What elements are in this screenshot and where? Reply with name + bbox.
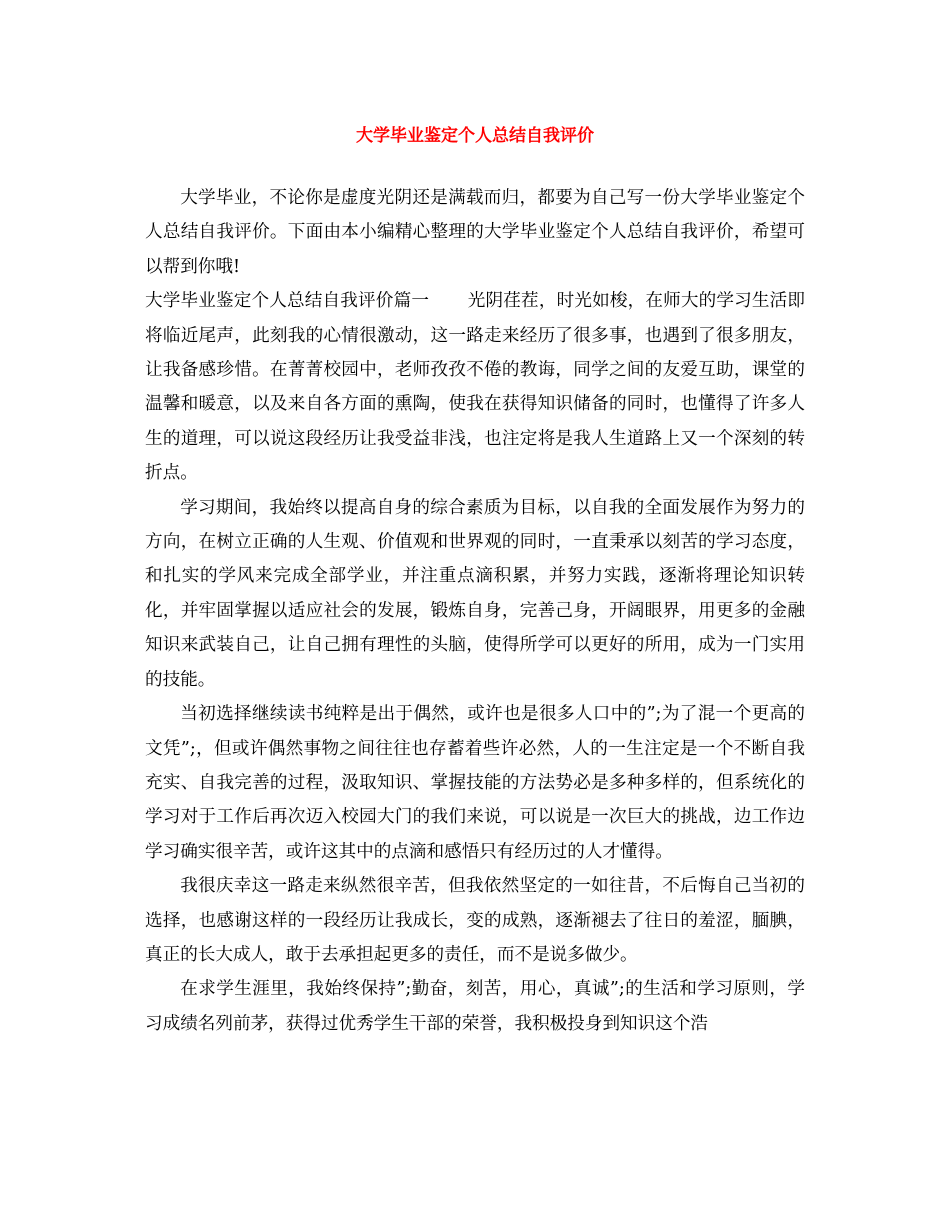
document-body: [145, 181, 805, 1041]
document-title: 大学毕业鉴定个人总结自我评价: [356, 126, 594, 146]
section-first-paragraph-text: 光阴荏茬，时光如梭，在师大的学习生活即将临近尾声，此刻我的心情很激动，这一路走来经历了很多事，也遇到了很多朋友，让我备感珍惜。在菁菁校园中，老师孜孜不倦的教诲，同学之间的友爱互助，课堂的温馨和暖意，以及来自各方面的熏陶，使我在获得知识储备的同时，也懂得了许多人生的道理，可以说这段经历让我受益非浅，也注定将是我人生道路上又一个深刻的转折点。: [145, 291, 805, 484]
section-first-paragraph: [145, 284, 805, 490]
body-paragraph: 在求学生涯里，我始终保持”;勤奋，刻苦，用心，真诚”;的生活和学习原则，学习成绩名列前茅，获得过优秀学生干部的荣誉，我积极投身到知识这个浩: [145, 979, 805, 1034]
intro-paragraph: 大学毕业，不论你是虚度光阴还是满载而归，都要为自己写一份大学毕业鉴定个人总结自我评价。下面由本小编精心整理的大学毕业鉴定个人总结自我评价，希望可以帮到你哦!: [145, 188, 805, 277]
body-paragraph: 我很庆幸这一路走来纵然很辛苦，但我依然坚定的一如往昔，不后悔自己当初的选择，也感谢这样的一段经历让我成长，变的成熟，逐渐褪去了往日的羞涩，腼腆，真正的长大成人，敢于去承担起更多的责任，而不是说多做少。: [145, 876, 805, 965]
section-heading: 大学毕业鉴定个人总结自我评价篇一: [145, 291, 430, 312]
body-paragraph: 学习期间，我始终以提高自身的综合素质为目标，以自我的全面发展作为努力的方向，在树立正确的人生观、价值观和世界观的同时，一直秉承以刻苦的学习态度，和扎实的学风来完成全部学业，并注重点滴积累，并努力实践，逐渐将理论知识转化，并牢固掌握以适应社会的发展，锻炼自身，完善己身，开阔眼界，用更多的金融知识来武装自己，让自己拥有理性的头脑，使得所学可以更好的所用，成为一门实用的技能。: [145, 497, 805, 690]
body-paragraph: 当初选择继续读书纯粹是出于偶然，或许也是很多人口中的”;为了混一个更高的文凭”;，但或许偶然事物之间往往也存蓄着些许必然，人的一生注定是一个不断自我充实、自我完善的过程，汲取知识、掌握技能的方法势必是多种多样的，但系统化的学习对于工作后再次迈入校园大门的我们来说，可以说是一次巨大的挑战，边工作边学习确实很辛苦，或许这其中的点滴和感悟只有经历过的人才懂得。: [145, 704, 805, 862]
